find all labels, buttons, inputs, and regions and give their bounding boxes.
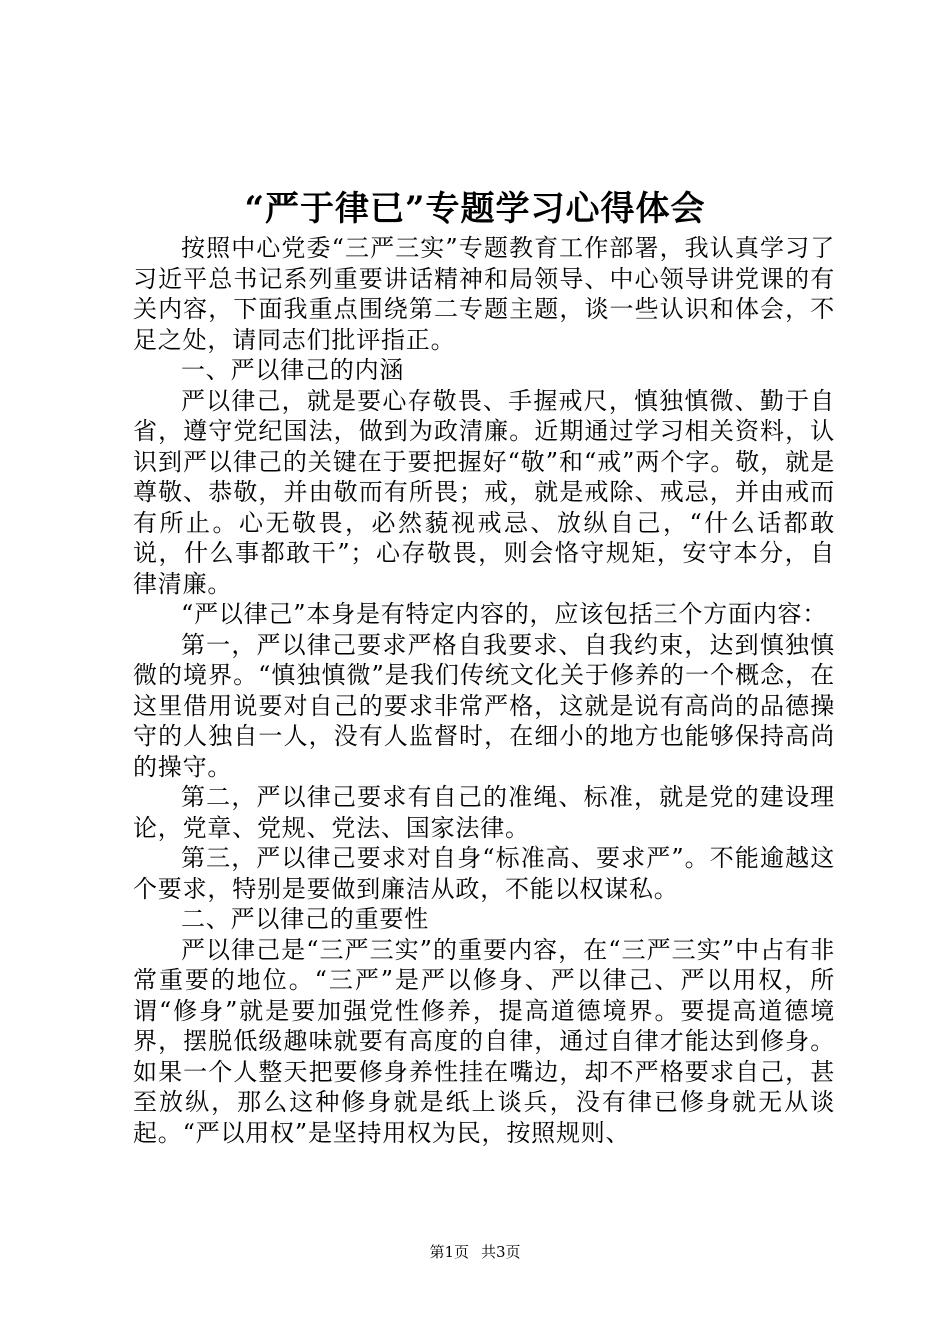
paragraph: “严以律己”本身是有特定内容的，应该包括三个方面内容： [181, 600, 828, 628]
paragraph: 第三，严以律己要求对自身“标准高、要求严”。不能逾越这个要求，特别是要做到廉洁从政，不能以权谋私。 [133, 844, 835, 903]
document-title: “严于律已”专题学习心得体会 [244, 189, 706, 229]
section-heading: 一、严以律己的内涵 [181, 356, 405, 384]
paragraph: 按照中心党委“三严三实”专题教育工作部署，我认真学习了习近平总书记系列重要讲话精神和局领导、中心领导讲党课的有关内容，下面我重点围绕第二专题主题，谈一些认识和体会，不足之处，请同志们批评指正。 [133, 234, 835, 354]
document-body [133, 233, 835, 1148]
page-footer [0, 1242, 950, 1262]
paragraph: 第二，严以律己要求有自己的准绳、标准，就是党的建设理论，党章、党规、党法、国家法律。 [133, 783, 835, 842]
page-number: 第1页 [429, 1243, 469, 1261]
paragraph: 严以律己，就是要心存敬畏、手握戒尺，慎独慎微、勤于自省，遵守党纪国法，做到为政清廉。近期通过学习相关资料，认识到严以律己的关键在于要把握好“敬”和“戒”两个字。敬，就是尊敬、恭敬，并由敬而有所畏；戒，就是戒除、戒忌，并由戒而有所止。心无敬畏，必然藐视戒忌、放纵自己，“什么话都敢说，什么事都敢干”；心存敬畏，则会恪守规矩，安守本分，自律清廉。 [133, 386, 835, 598]
paragraph: 严以律己是“三严三实”的重要内容，在“三严三实”中占有非常重要的地位。“三严”是严以修身、严以律己、严以用权，所谓“修身”就是要加强党性修养，提高道德境界。要提高道德境界，摆脱低级趣味就要有高度的自律，通过自律才能达到修身。如果一个人整天把要修身养性挂在嘴边，却不严格要求自己，甚至放纵，那么这种修身就是纸上谈兵，没有律已修身就无从谈起。“严以用权”是坚持用权为民，按照规则、 [133, 935, 835, 1147]
paragraph: 第一，严以律己要求严格自我要求、自我约束，达到慎独慎微的境界。“慎独慎微”是我们传统文化关于修养的一个概念，在这里借用说要对自己的要求非常严格，这就是说有高尚的品德操守的人独自一人，没有人监督时，在细小的地方也能够保持高尚的操守。 [133, 630, 835, 781]
page-total: 共3页 [481, 1243, 521, 1261]
section-heading: 二、严以律己的重要性 [181, 905, 429, 933]
